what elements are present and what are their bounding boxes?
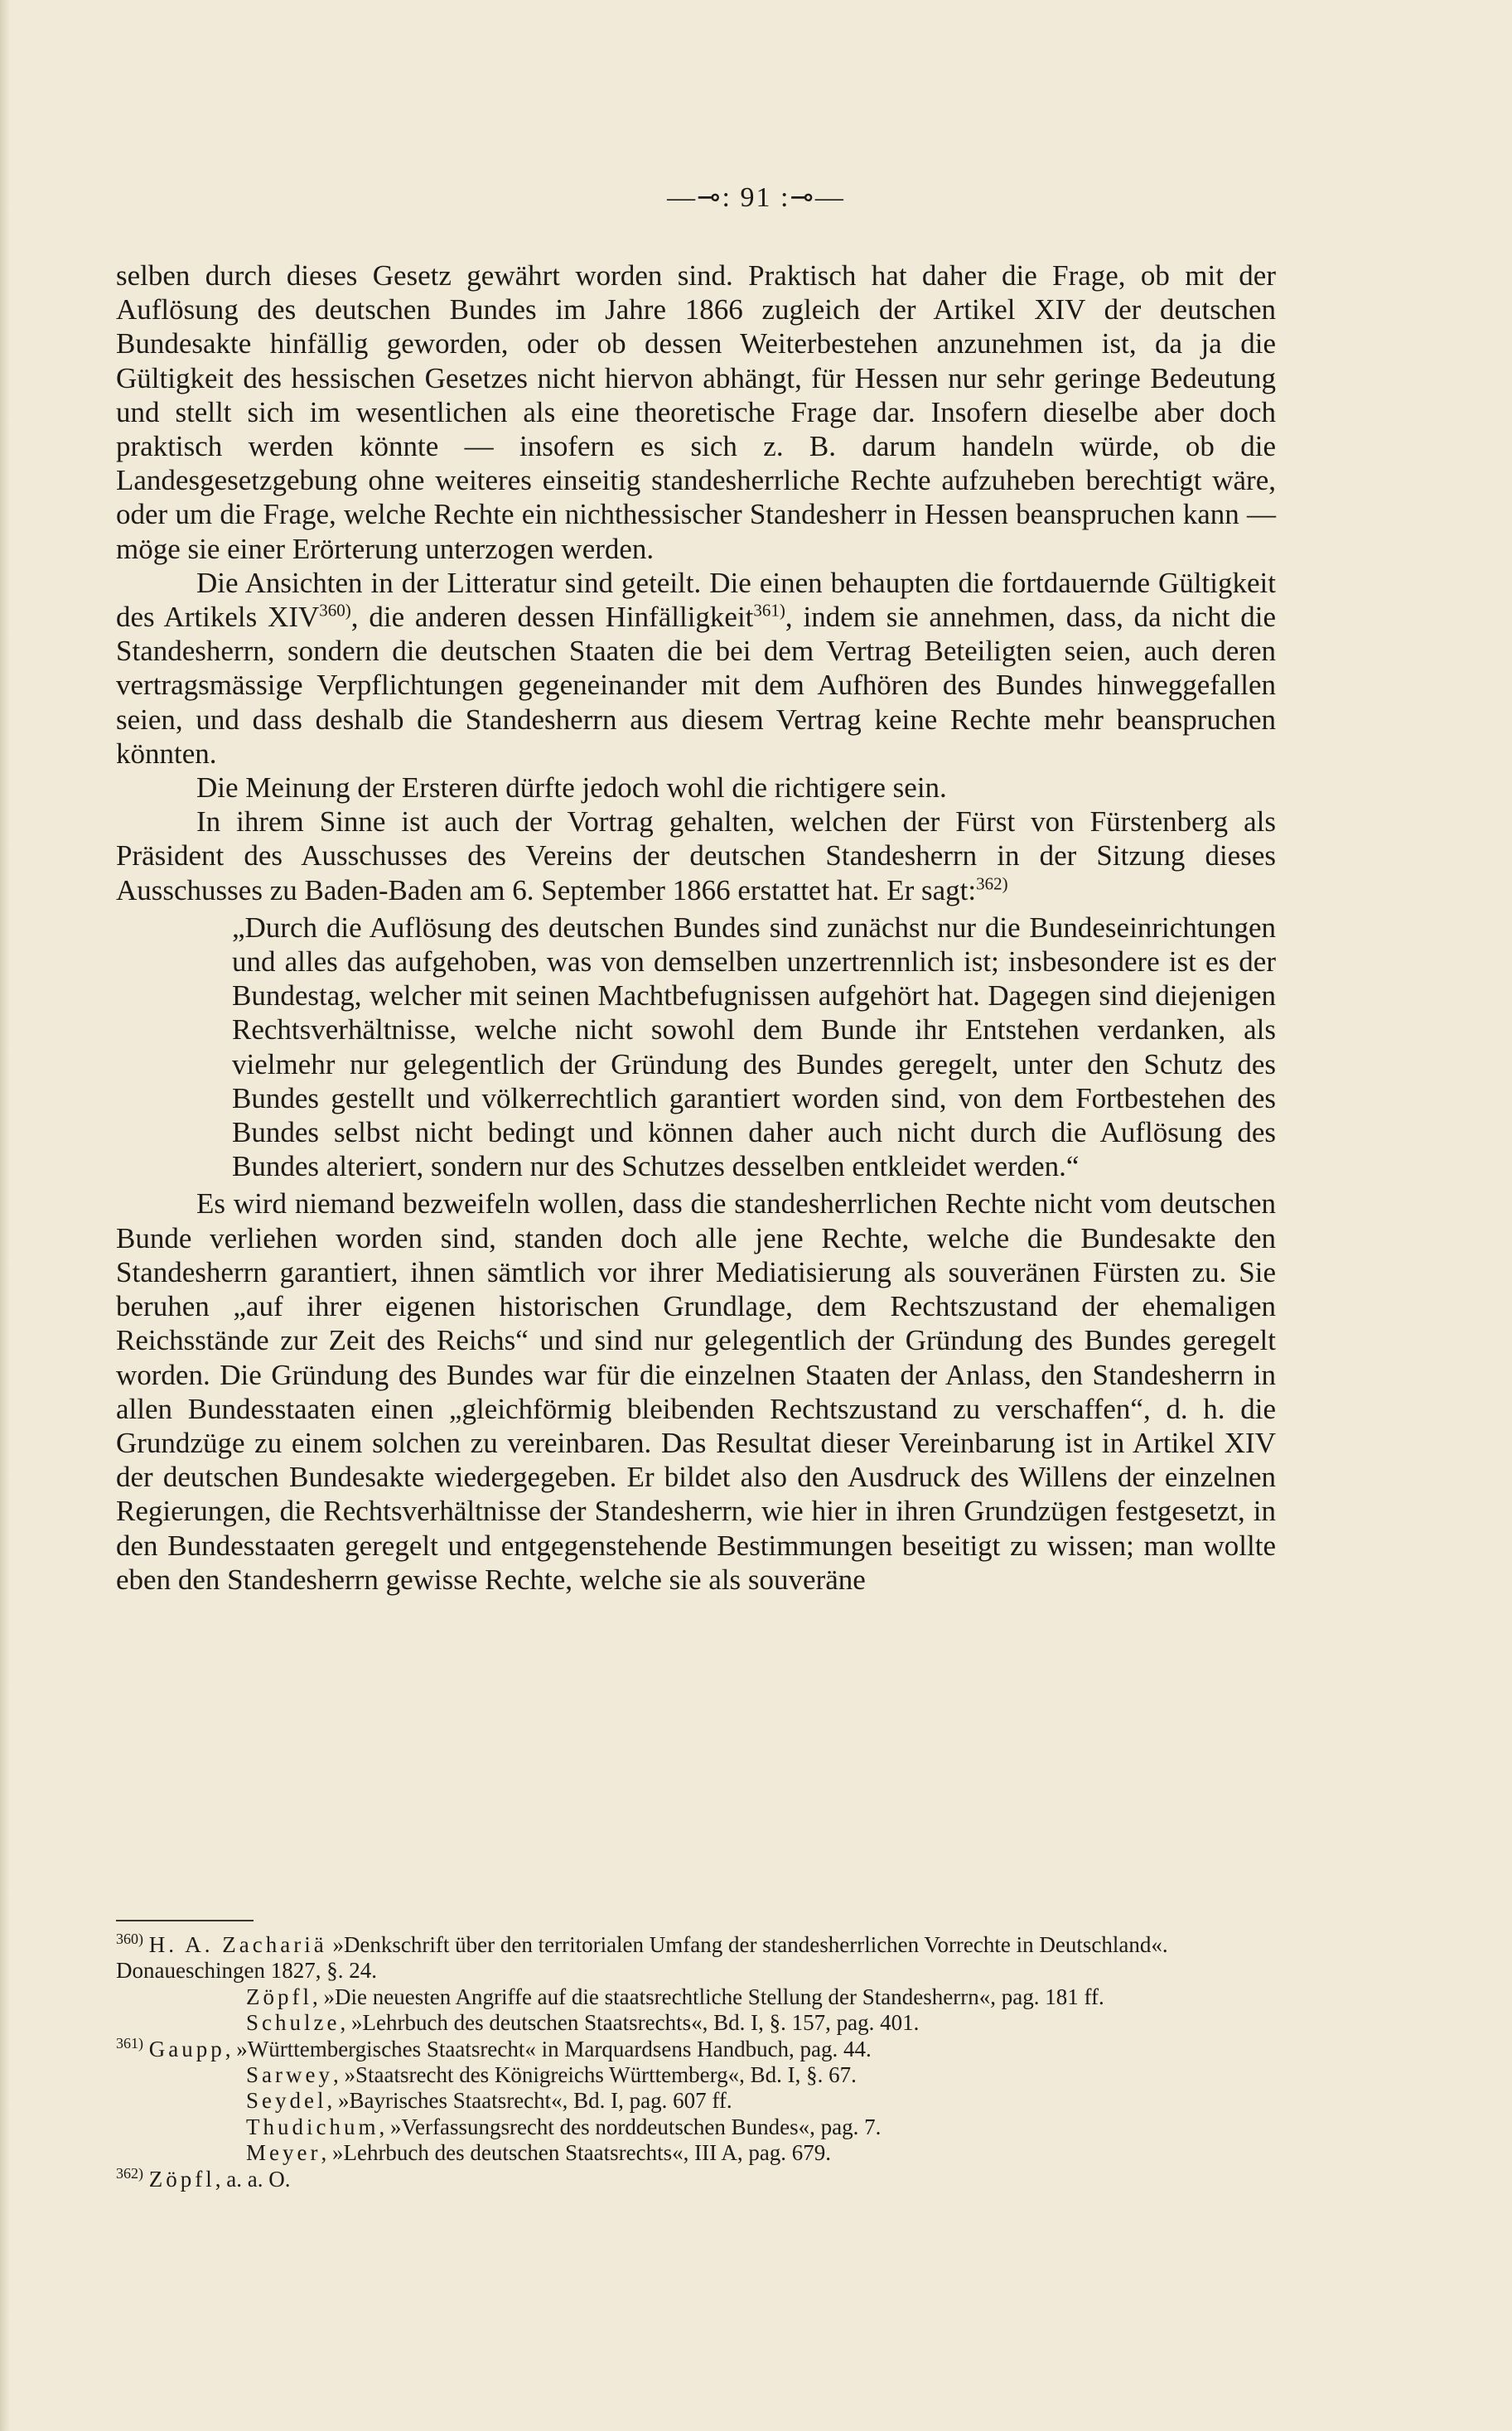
- page-number: —⊸: 91 :⊸—: [667, 182, 845, 213]
- footnote-rule: [116, 1920, 254, 1921]
- footnote-ref-360: 360): [319, 600, 351, 621]
- footnote-author: H. A. Zachariä: [148, 1932, 327, 1957]
- footnote-ref-362: 362): [976, 873, 1008, 893]
- paragraph-4: [116, 805, 1276, 907]
- footnote-361: [116, 2034, 1276, 2062]
- footnote-361-line-3: [116, 2088, 1276, 2114]
- footnote-author: Thudichum: [246, 2114, 379, 2139]
- footnote-author: Meyer: [246, 2140, 321, 2166]
- footnote-text: »Denkschrift über den territorialen Umfang der standesherrlichen Vorrechte in Deutschland«. Donaueschingen 1827, §. 24.: [116, 1932, 1168, 1984]
- footnote-author: Sarwey: [246, 2062, 333, 2088]
- footnote-360: [116, 1932, 1276, 1984]
- footnote-361-line-5: [116, 2140, 1276, 2166]
- footnote-text: , »Württembergisches Staatsrecht« in Marquardsens Handbuch, pag. 44.: [225, 2036, 872, 2061]
- footnote-361-line-2: [116, 2062, 1276, 2088]
- paragraph-2-part-3: , indem sie annehmen, dass, da nicht die Standesherrn, sondern die deutschen Staaten die bei dem Vertrag Beteiligten seien, auch deren vertragsmässige Verpflichtungen gegeneinander mit dem Aufhören des Bundes hinweggefallen seien, und dass deshalb die Standesherrn aus diesem Vertrag keine Rechte mehr beanspruchen könnten.: [116, 601, 1276, 770]
- footnote-361-line-4: [116, 2114, 1276, 2140]
- footnote-360-line-2: [116, 1984, 1276, 2010]
- quote-text: „Durch die Auflösung des deutschen Bundes sind zunächst nur die Bundeseinrichtungen und alles das aufgehoben, was von demselben unzertrennlich ist; insbesondere ist es der Bundestag, welcher mit seinen Machtbefugnissen aufgehört hat. Dagegen sind diejenigen Rechtsverhältnisse, welche nicht sowohl dem Bunde ihr Entstehen verdanken, als vielmehr nur gelegentlich der Gründung des Bundes geregelt, unter den Schutz des Bundes gestellt und völkerrechtlich garantiert worden sind, von dem Fortbestehen des Bundes selbst nicht bedingt und können daher auch nicht durch die Auflösung des Bundes alteriert, sondern nur des Schutzes desselben entkleidet werden.“: [232, 911, 1276, 1183]
- footnote-362: [116, 2164, 1276, 2192]
- block-quote: [232, 907, 1276, 1187]
- paragraph-2-part-2: , die anderen dessen Hinfälligkeit: [350, 601, 754, 634]
- footnote-text: , »Staatsrecht des Königreichs Württemberg«, Bd. I, §. 67.: [332, 2062, 857, 2088]
- footnote-author: Gaupp: [148, 2036, 225, 2061]
- footnotes: [116, 1932, 1276, 2192]
- paragraph-2-part-1: Die Ansichten in der Litteratur sind geteilt. Die einen behaupten die fortdauernde Gültigkeit des Artikels XIV: [116, 566, 1276, 634]
- main-text: [116, 259, 1276, 1597]
- footnote-text: , »Bayrisches Staatsrecht«, Bd. I, pag. 607 ff.: [326, 2088, 732, 2114]
- footnote-mark-361: 361): [116, 2034, 143, 2052]
- footnote-author: Seydel: [246, 2088, 327, 2114]
- page-edge: [0, 0, 10, 2431]
- footnote-author: Zöpfl: [148, 2166, 215, 2192]
- footnote-mark-360: 360): [116, 1931, 143, 1947]
- footnote-mark-362: 362): [116, 2164, 143, 2182]
- paragraph-2: [116, 566, 1276, 771]
- footnote-ref-361: 361): [753, 600, 785, 621]
- page-header: [0, 181, 1512, 214]
- footnote-text: , »Lehrbuch des deutschen Staatsrechts«, III A, pag. 679.: [321, 2140, 832, 2166]
- footnote-text: , »Verfassungsrecht des norddeutschen Bundes«, pag. 7.: [379, 2114, 882, 2139]
- paragraph-4-part-1: In ihrem Sinne ist auch der Vortrag gehalten, welchen der Fürst von Fürstenberg als Präsident des Ausschusses des Vereins der deutschen Standesherrn in der Sitzung dieses Ausschusses zu Baden-Baden am 6. September 1866 erstattet hat. Er sagt:: [116, 805, 1276, 906]
- footnote-text: , »Die neuesten Angriffe auf die staatsrechtliche Stellung der Standesherrn«, pag. 181 ff.: [312, 1984, 1104, 2009]
- paragraph-1: selben durch dieses Gesetz gewährt worden sind. Praktisch hat daher die Frage, ob mit der Auflösung des deutschen Bundes im Jahre 1866 zugleich der Artikel XIV der deutschen Bundesakte hinfällig geworden, oder ob dessen Weiterbestehen anzunehmen ist, da ja die Gültigkeit des hessischen Gesetzes nicht hiervon abhängt, für Hessen nur sehr geringe Bedeutung und stellt sich im wesentlichen als eine theoretische Frage dar. Insofern dieselbe aber doch praktisch werden könnte — insofern es sich z. B. darum handeln würde, ob die Landesgesetzgebung ohne weiteres einseitig standesherrliche Rechte aufzuheben berechtigt wäre, oder um die Frage, welche Rechte ein nichthessischer Standesherr in Hessen beanspruchen kann — möge sie einer Erörterung unterzogen werden.: [116, 259, 1276, 565]
- footnote-author: Zöpfl: [246, 1984, 312, 2009]
- paragraph-3: Die Meinung der Ersteren dürfte jedoch wohl die richtigere sein.: [196, 771, 947, 805]
- footnote-text: , »Lehrbuch des deutschen Staatsrechts«, Bd. I, §. 157, pag. 401.: [340, 2010, 920, 2036]
- paragraph-5: Es wird niemand bezweifeln wollen, dass die standesherrlichen Rechte nicht vom deutschen Bunde verliehen worden sind, standen doch alle jene Rechte, welche die Bundesakte den Standesherrn garantiert, ihnen sämtlich vor ihrer Mediatisierung als souveränen Fürsten zu. Sie beruhen „auf ihrer eigenen historischen Grundlage, dem Rechtszustand der ehemaligen Reichsstände zur Zeit des Reichs“ und sind nur gelegentlich der Gründung des Bundes geregelt worden. Die Gründung des Bundes war für die einzelnen Staaten der Anlass, den Standesherrn in allen Bundesstaaten einen „gleichförmig bleibenden Rechtszustand zu verschaffen“, d. h. die Grundzüge zu einem solchen zu vereinbaren. Das Resultat dieser Vereinbarung ist in Artikel XIV der deutschen Bundesakte wiedergegeben. Er bildet also den Ausdruck des Willens der einzelnen Regierungen, die Rechtsverhältnisse der Standesherrn, wie hier in ihren Grundzügen festgesetzt, in den Bundesstaaten geregelt und entgegenstehende Bestimmungen beseitigt zu wissen; man wollte eben den Standesherrn gewisse Rechte, welche sie als souveräne: [116, 1187, 1276, 1596]
- footnote-text: , a. a. O.: [215, 2166, 291, 2192]
- footnote-360-line-3: [116, 2010, 1276, 2036]
- footnote-author: Schulze: [246, 2010, 341, 2036]
